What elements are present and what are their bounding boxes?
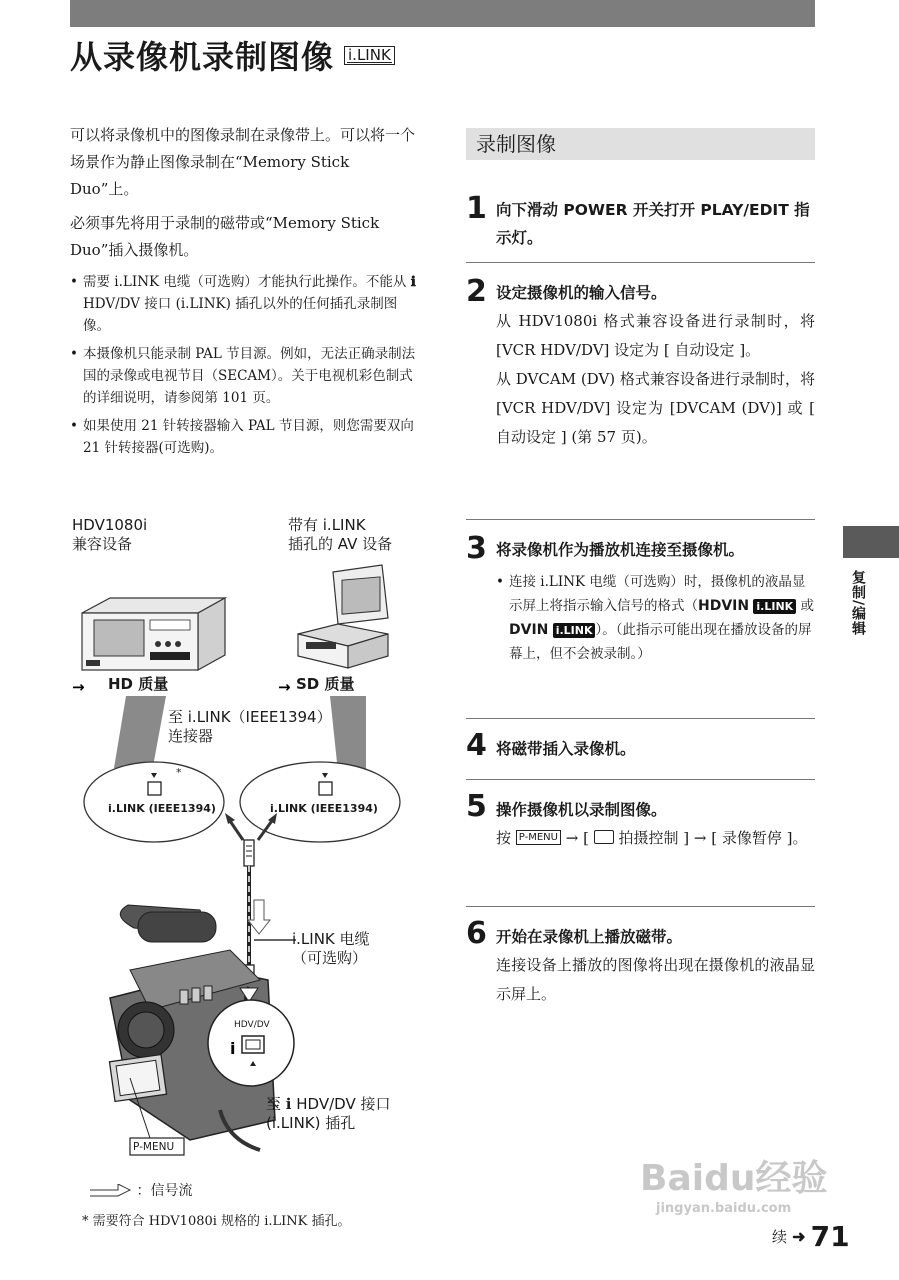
ilink-port-icon-left: [148, 782, 161, 795]
step-title: 将磁带插入录像机。: [496, 740, 636, 758]
step-title: 设定摄像机的输入信号。: [496, 284, 667, 302]
hdvdv-small-label: HDV/DV: [234, 1020, 270, 1030]
continue-arrow-icon: ➜: [792, 1227, 806, 1246]
step-1: [466, 190, 815, 262]
svg-text:→: →: [72, 678, 85, 696]
signal-flow-arrow-icon: [88, 1184, 132, 1198]
device-1-line-1: HDV1080i: [72, 516, 148, 534]
step-number: 6: [466, 916, 487, 951]
bullet-part-a: 连接 i.LINK 电缆（可选购）时，摄像机的液晶显示屏上将指示输入信号的格式（: [509, 574, 806, 614]
step-number: 5: [466, 789, 487, 824]
step-title: 开始在录像机上播放磁带。: [496, 928, 683, 946]
step-5: [466, 779, 815, 906]
cable-line-2: （可选购）: [292, 949, 368, 967]
diagram-drawing: [70, 510, 430, 1170]
step-body: 从 DVCAM (DV) 格式兼容设备进行录制时，将 [VCR HDV/DV] 设定为 [DVCAM (DV)] 或 [ 自动设定 ] (第 57 页)。: [496, 370, 815, 446]
footnote: * 需要符合 HDV1080i 规格的 i.LINK 插孔。: [82, 1214, 351, 1229]
arrow-text: → [: [565, 829, 589, 847]
step-title: 向下滑动 POWER 开关打开 PLAY/EDIT 指示灯。: [496, 201, 810, 247]
right-column: [466, 128, 815, 1027]
ilink-title-badge: i.LINK: [344, 46, 395, 65]
step-body: 从 HDV1080i 格式兼容设备进行录制时，将 [VCR HDV/DV] 设定为 [ 自动设定 ]。: [496, 312, 815, 359]
step-body: 连接设备上播放的图像将出现在摄像机的液晶显示屏上。: [496, 956, 815, 1003]
pmenu-label: P-MENU: [133, 1141, 175, 1153]
hd-quality-label: [90, 675, 168, 694]
page-title: [70, 32, 395, 78]
connection-diagram: [70, 510, 430, 1170]
connector-line-2: 连接器: [168, 727, 214, 745]
dvin-indicator: DVIN: [509, 622, 549, 638]
callout-wedge-left: [114, 696, 166, 772]
note-ilink-cable: [70, 271, 420, 337]
pmenu-key: P-MENU: [516, 830, 561, 845]
step-2: [466, 262, 815, 519]
step-title: 操作摄像机以录制图像。: [496, 801, 667, 819]
jack-prefix: 至: [266, 1095, 282, 1113]
ilink-icon: ℹ: [285, 1095, 292, 1113]
step-6: [466, 906, 815, 1027]
jack-line-1: HDV/DV 接口: [296, 1095, 391, 1113]
note-21pin-adapter: • 如果使用 21 针转接器输入 PAL 节目源，则您需要双向 21 针转接器(可选购)。: [70, 415, 420, 459]
press-text: 按: [496, 829, 512, 847]
or-text: 或: [796, 598, 814, 614]
signal-flow-legend: [88, 1180, 192, 1200]
step-number: 2: [466, 274, 487, 309]
ilink-icon: ℹ: [410, 274, 416, 290]
port-label-right: i.LINK (IEEE1394): [270, 802, 378, 815]
step-bullet: [496, 570, 815, 666]
step-number: 4: [466, 728, 487, 763]
bullet-part-b: ）。（此指示可能出现在播放设备的屏幕上，但不会被录制。）: [509, 622, 812, 662]
ilink-badge: i.LINK: [553, 623, 596, 638]
legend-text: ：信号流: [136, 1183, 193, 1199]
menu-path-text: 拍摄控制 ] → [ 录像暂停 ]。: [618, 829, 808, 847]
intro-paragraph-1: 可以将录像机中的图像录制在录像带上。可以将一个场景作为静止图像录制在“Memory Stick Duo”上。: [70, 126, 416, 198]
jack-label: [266, 1095, 390, 1133]
section-heading: 录制图像: [466, 128, 815, 160]
watermark-url: jingyan.baidu.com: [656, 1201, 792, 1216]
cable-line-1: i.LINK 电缆: [292, 930, 370, 948]
notes-list: [70, 271, 420, 459]
hdv-deck-illustration: [82, 598, 225, 670]
watermark: [640, 1150, 827, 1216]
sd-quality-label: [296, 675, 354, 694]
sd-quality-text: SD 质量: [296, 675, 355, 693]
device-2-line-1: 带有 i.LINK: [288, 516, 366, 534]
continue-label: 续: [772, 1228, 788, 1246]
watermark-logo-text: Baidu经验: [640, 1158, 828, 1199]
ilink-badge: i.LINK: [753, 599, 796, 614]
left-column: [70, 122, 420, 465]
connector-line-1: 至 i.LINK（IEEE1394）: [168, 708, 332, 726]
step-4: [466, 718, 815, 779]
note-1-part-b: HDV/DV 接口 (i.LINK) 插孔以外的任何插孔录制图像。: [83, 296, 398, 334]
page-footer: [772, 1220, 850, 1253]
step-number: 3: [466, 531, 487, 566]
port-label-left: i.LINK (IEEE1394): [108, 802, 216, 815]
connector-label: [168, 708, 332, 746]
step-number: 1: [466, 191, 487, 226]
step-body: [496, 824, 815, 853]
av-device-illustration: [298, 565, 388, 668]
chapter-side-tab: [843, 526, 899, 558]
title-text: 从录像机录制图像: [70, 38, 335, 76]
step-title: 将录像机作为播放机连接至摄像机。: [496, 541, 745, 559]
cable-label: [292, 930, 370, 968]
device-2-line-2: 插孔的 AV 设备: [288, 535, 393, 553]
tape-icon: [594, 830, 614, 844]
top-header-bar: [70, 0, 815, 27]
callout-wedge-right: [330, 696, 366, 772]
note-1-part-a: 需要 i.LINK 电缆（可选购）才能执行此操作。不能从: [83, 274, 407, 290]
asterisk-mark: *: [176, 766, 182, 779]
chapter-side-label: 复制/编辑: [850, 570, 866, 637]
device-1-line-2: 兼容设备: [72, 535, 133, 553]
ilink-port-icon-right: [319, 782, 332, 795]
svg-text:i: i: [230, 1039, 236, 1058]
note-pal-source: • 本摄像机只能录制 PAL 节目源。例如，无法正确录制法国的录像或电视节目（SECAM）。关于电视机彩色制式的详细说明，请参阅第 101 页。: [70, 343, 420, 409]
page-number: 71: [810, 1220, 850, 1253]
jack-line-2: (i.LINK) 插孔: [266, 1114, 356, 1132]
intro-paragraph-2: 必须事先将用于录制的磁带或“Memory Stick Duo”插入摄像机。: [70, 214, 380, 259]
hdvin-indicator: HDVIN: [698, 598, 750, 614]
svg-text:→: →: [278, 678, 291, 696]
hd-quality-text: HD 质量: [108, 675, 169, 693]
step-3: [466, 519, 815, 718]
